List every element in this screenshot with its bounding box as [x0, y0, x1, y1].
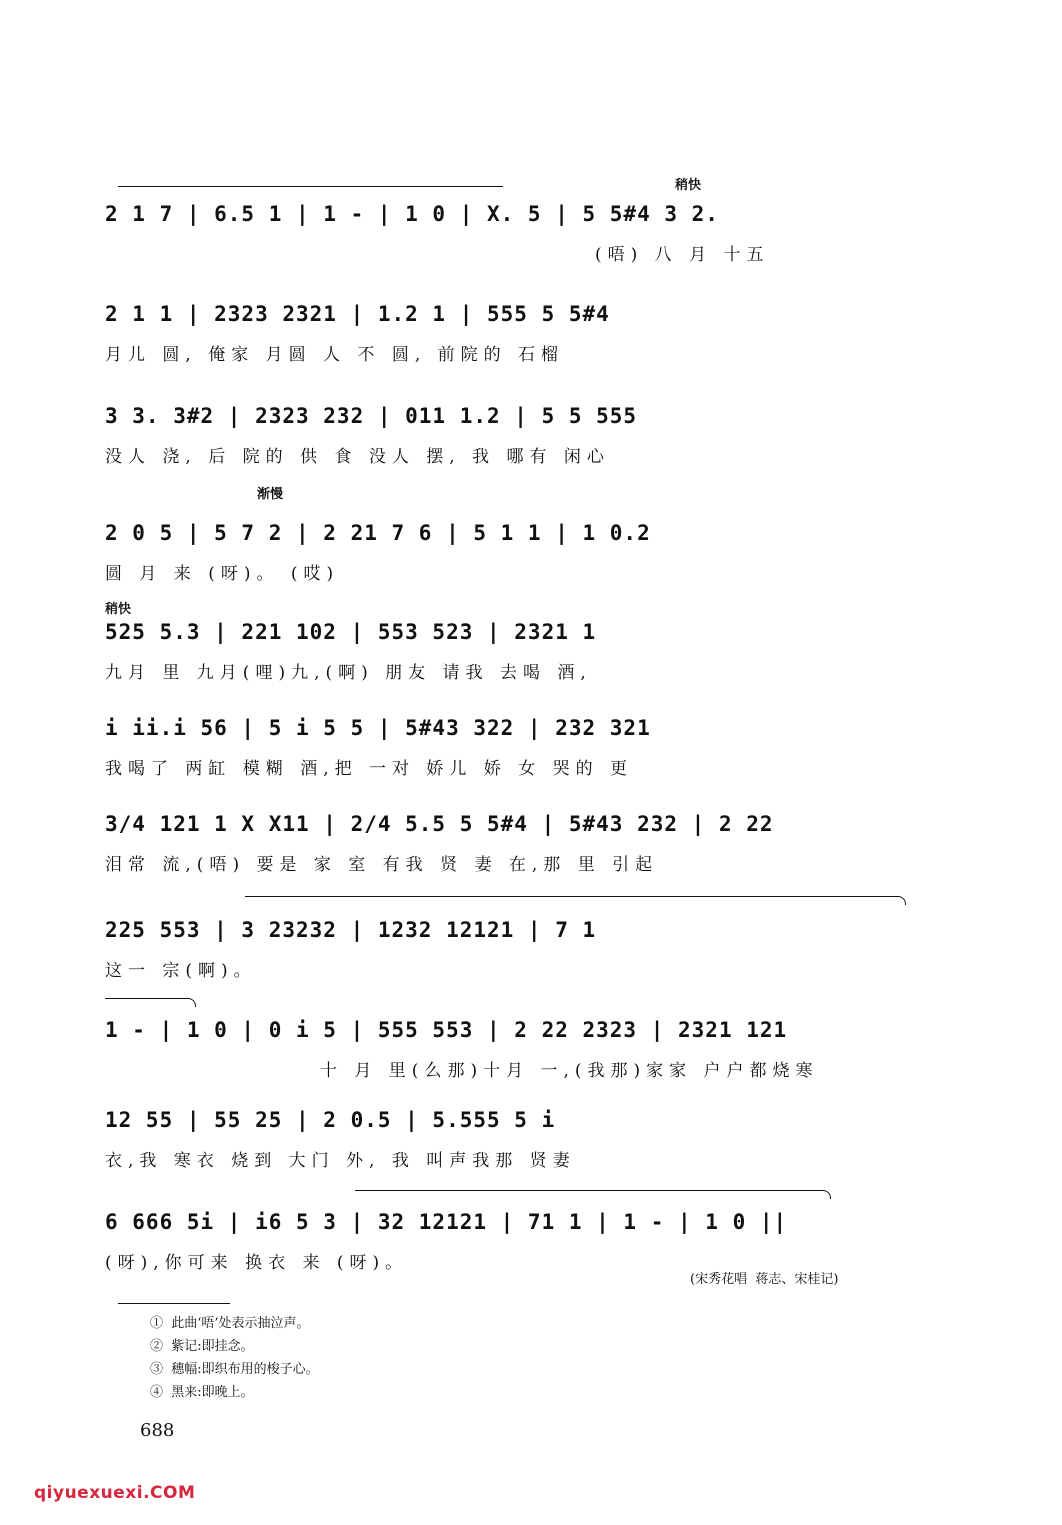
lyrics: 这一 宗(啊)。 [105, 961, 257, 981]
performer-credit: (宋秀花唱 蒋志、宋桂记) [690, 1272, 839, 1287]
notation: 2 0 5 | 5 7 2 | 2 21 7 6 | 5 1 1 | 1 0.2 [105, 521, 651, 545]
notation: i ii.i 56 | 5 i 5 5 | 5#43 322 | 232 321 [105, 716, 651, 740]
site-watermark: qiyuexuexi.COM [34, 1483, 196, 1503]
tempo-mark: 渐慢 [257, 487, 284, 502]
lyrics: 泪常 流,(唔) 要是 家 室 有我 贤 妻 在,那 里 引起 [105, 855, 659, 875]
page-number: 688 [140, 1420, 175, 1441]
notation: 2 1 1 | 2323 2321 | 1.2 1 | 555 5 5#4 [105, 302, 610, 326]
notation: 3/4 121 1 X X11 | 2/4 5.5 5 5#4 | 5#43 232 | 2 22 [105, 812, 774, 836]
notation: 2 1 7 | 6.5 1 | 1 - | 1 0 | X. 5 | 5 5#4 3 2. [105, 202, 719, 226]
tie-bracket [355, 1190, 831, 1199]
footnote: ④ 黑来:即晚上。 [150, 1385, 254, 1400]
lyrics: 圆 月 来 (呀)。 (哎) [105, 564, 340, 584]
notation: 525 5.3 | 221 102 | 553 523 | 2321 1 [105, 620, 597, 644]
notation: 6 666 5i | i6 5 3 | 32 12121 | 71 1 | 1 - | 1 0 || [105, 1210, 788, 1234]
notation: 12 55 | 55 25 | 2 0.5 | 5.555 5 i [105, 1108, 556, 1132]
footnote: ③ 穗幅:即织布用的梭子心。 [150, 1362, 319, 1377]
footnote: ② 紫记:即挂念。 [150, 1339, 254, 1354]
lyrics: (唔) 八 月 十五 [595, 245, 770, 265]
lyrics: 没人 浇, 后 院的 供 食 没人 摆, 我 哪有 闲心 [105, 447, 610, 467]
tie-bracket [245, 896, 906, 905]
tempo-mark: 稍快 [105, 602, 132, 617]
lyrics: 九月 里 九月(哩)九,(啊) 朋友 请我 去喝 酒, [105, 663, 592, 683]
footnote: ① 此曲‘唔’处表示抽泣声。 [150, 1316, 310, 1331]
lyrics: 衣,我 寒衣 烧到 大门 外, 我 叫声我那 贤妻 [105, 1151, 576, 1171]
footnote-rule [118, 1303, 230, 1304]
lyrics: 我喝了 两缸 模糊 酒,把 一对 娇儿 娇 女 哭的 更 [105, 759, 634, 779]
tempo-mark: 稍快 [675, 178, 702, 193]
notation: 1 - | 1 0 | 0 i 5 | 555 553 | 2 22 2323 | 2321 121 [105, 1018, 788, 1042]
lyrics: (呀),你可来 换衣 来 (呀)。 [105, 1253, 409, 1273]
lyrics: 月儿 圆, 俺家 月圆 人 不 圆, 前院的 石榴 [105, 345, 565, 365]
notation: 3 3. 3#2 | 2323 232 | 011 1.2 | 5 5 555 [105, 404, 638, 428]
top-rule [118, 186, 503, 187]
tie-bracket [105, 998, 196, 1007]
notation: 225 553 | 3 23232 | 1232 12121 | 7 1 [105, 918, 597, 942]
footnotes [150, 1312, 650, 1404]
lyrics: 十 月 里(么那)十月 一,(我那)家家 户户都烧寒 [320, 1061, 819, 1081]
